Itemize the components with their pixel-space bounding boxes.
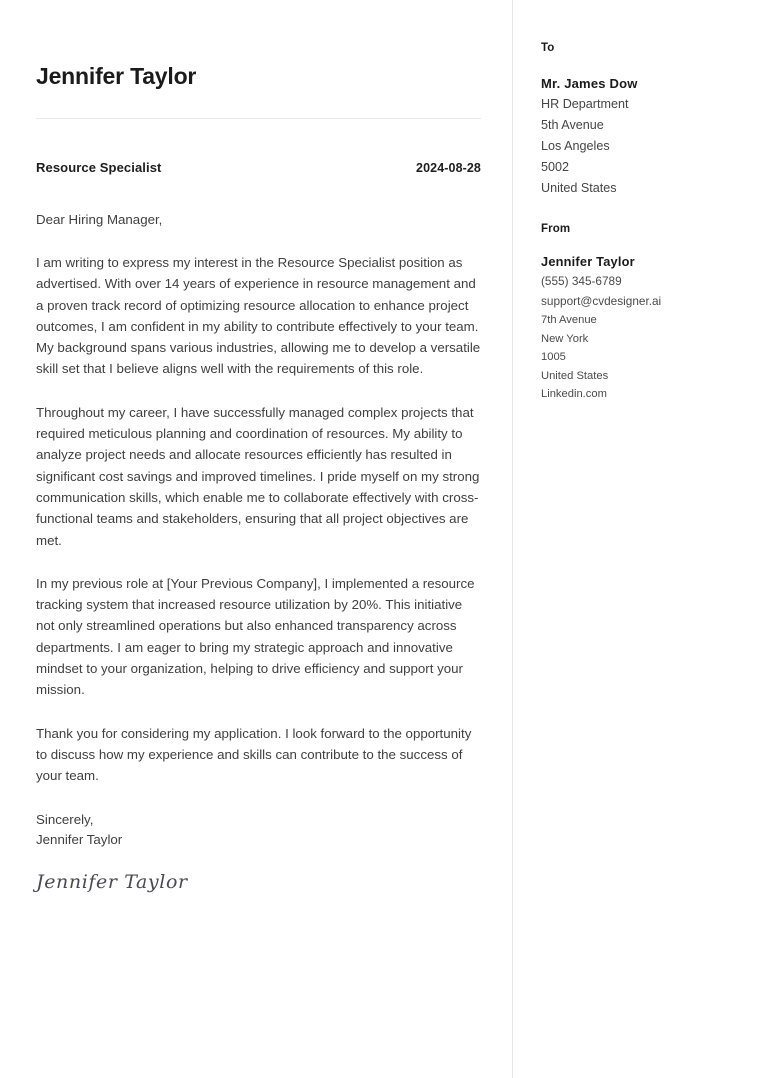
sender-street: 7th Avenue bbox=[541, 314, 597, 326]
letter-sender-name-heading: Jennifer Taylor bbox=[36, 63, 197, 89]
recipient-country: United States bbox=[541, 181, 617, 195]
recipient-address-block bbox=[541, 73, 750, 199]
closing-block bbox=[36, 810, 481, 851]
to-section-label: To bbox=[541, 42, 555, 54]
job-title: Resource Specialist bbox=[36, 160, 162, 175]
recipient-postal-code: 5002 bbox=[541, 160, 570, 174]
letter-paragraph: I am writing to express my interest in the Resource Specialist position as advertised. With over 14 years of experience in resource management and a proven track record of optimizing resource allocation to enhance project outcomes, I am confident in my ability to contribute effectively to your team. My background spans various industries, allowing me to develop a versatile skill set that I believe aligns well with the requirements of this role. bbox=[36, 255, 481, 377]
sender-postal-code: 1005 bbox=[541, 351, 566, 364]
recipient-name: Mr. James Dow bbox=[541, 76, 638, 91]
recipient-street: 5th Avenue bbox=[541, 118, 604, 132]
closing-name: Jennifer Taylor bbox=[36, 832, 123, 848]
closing-salutation: Sincerely, bbox=[36, 811, 94, 827]
from-section-label: From bbox=[541, 223, 571, 235]
recipient-city: Los Angeles bbox=[541, 139, 610, 153]
sender-name: Jennifer Taylor bbox=[541, 254, 635, 269]
column-divider bbox=[512, 0, 513, 1078]
sender-country: United States bbox=[541, 369, 609, 382]
letter-paragraph: In my previous role at [Your Previous Company], I implemented a resource tracking system that increased resource utilization by 20%. This initiative not only streamlined operations but also enhanced transparency across departments. I am eager to bring my strategic approach and innovative mindset to your organization, helping to drive efficiency and support your mission. bbox=[36, 575, 475, 698]
title-date-row bbox=[36, 160, 481, 175]
sender-address-block bbox=[541, 252, 750, 404]
salutation: Dear Hiring Manager, bbox=[36, 212, 163, 227]
sender-website: Linkedin.com bbox=[541, 388, 607, 401]
letter-paragraph: Throughout my career, I have successfully managed complex projects that required meticulous planning and coordination of resources. My ability to analyze project needs and allocate resources efficiently has resulted in significant cost savings and improved timelines. I pride myself on my strong communication skills, which enable me to collaborate effectively with cross-functional teams and stakeholders, ensuring that all project objectives are met. bbox=[36, 404, 480, 548]
letter-paragraph: Thank you for considering my application. I look forward to the opportunity to discuss how my experience and skills can contribute to the success of your team. bbox=[36, 725, 472, 784]
header-divider-rule bbox=[36, 118, 481, 119]
sender-phone: (555) 345-6789 bbox=[541, 274, 622, 288]
letter-sidebar-column bbox=[512, 0, 768, 1078]
recipient-department: HR Department bbox=[541, 97, 629, 111]
handwritten-signature: Jennifer Taylor bbox=[36, 870, 188, 893]
sender-city: New York bbox=[541, 332, 589, 345]
letter-date: 2024-08-28 bbox=[416, 161, 481, 175]
sender-email: support@cvdesigner.ai bbox=[541, 293, 662, 308]
